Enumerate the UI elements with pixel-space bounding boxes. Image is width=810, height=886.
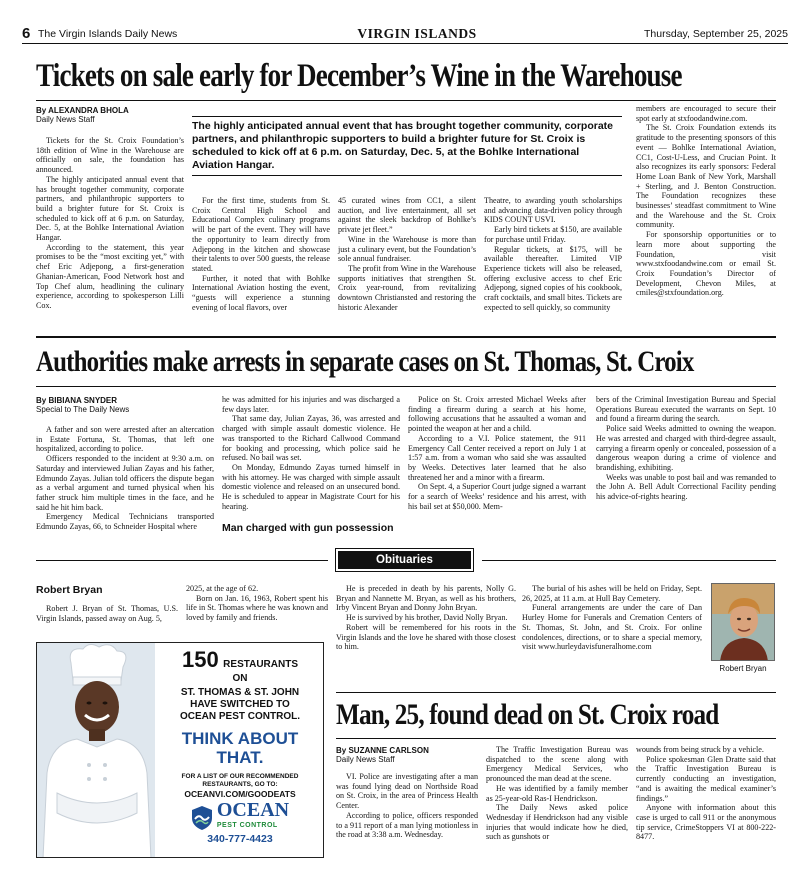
story1-deck: The highly anticipated annual event that has brought together community, corporate partners, and philanthropic supporters to build a brighter future for St. Croix is scheduled to kick off at 6 p.m. on Saturday, Dec. 5, at the Bohlke International Aviation Hangar. <box>192 116 622 176</box>
ad-line-4: HAVE SWITCHED TO <box>190 699 290 710</box>
story1-column-1 <box>36 136 184 311</box>
ad-number: 150 <box>182 647 219 672</box>
paragraph: bers of the Criminal Investigation Bureau and Special Operations Bureau executed the warrants on Sept. 10 and found a firearm during the search. <box>596 395 776 424</box>
ad-line-2: ON <box>232 673 248 684</box>
issue-date: Thursday, September 25, 2025 <box>644 28 788 40</box>
paragraph: For sponsorship opportunities or to learn more about supporting the Foundation, visit www.stxfoodandwine.com or email St. Croix Foundation’s Director of Development, Chevon Miles, at cmiles@stxfoundation.org. <box>636 230 776 298</box>
story2-staff: Special to The Daily News <box>36 405 130 414</box>
paragraph: Regular tickets, at $175, will be available thereafter. Limited VIP Experience tickets will also be released, offering exclusive access to chef Eric Adjepong, signed copies of his cookbook, craft cocktails, and small bites. Tickets are expected to sell quickly, so community <box>484 244 622 312</box>
paragraph: The Daily News asked police Wednesday if Hendrickson had any visible injuries that would indicate how he died, such as gunshots or <box>486 803 628 842</box>
paragraph: According to the statement, this year promises to be the “most exciting yet,” with chef Eric Adjepong, a first-generation Ghanian-American, Food Network host and Top Chef alum, headlining the culinary experience, according to spokesperson Lilli Cox. <box>36 242 184 310</box>
paragraph: The Traffic Investigation Bureau was dispatched to the scene along with Emergency Medical Services, who pronounced the man dead at the scene. <box>486 745 628 784</box>
paper-name: The Virgin Islands Daily News <box>38 28 178 40</box>
story1-column-4 <box>484 196 622 312</box>
paragraph: Robert J. Bryan of St. Thomas, U.S. Virgin Islands, passed away on Aug. 5, <box>36 604 178 623</box>
story2-byline-block <box>36 396 214 414</box>
story2-column-1 <box>36 425 214 532</box>
paragraph: On Monday, Edmundo Zayas turned himself in with his attorney. He was charged with simple assault domestic violence and released on an unsecured bond. He is scheduled to appear in Magistrate Court for his hearing. <box>222 462 400 511</box>
story1-headline: Tickets on sale early for December’s Wine in the Warehouse <box>36 58 682 94</box>
ad-line-3: ST. THOMAS & ST. JOHN <box>180 687 300 698</box>
story3-byline-block <box>336 746 478 764</box>
ad-logo <box>155 799 324 833</box>
paragraph: The burial of his ashes will be held on Friday, Sept. 26, 2025, at 11 a.m. at Hull Bay Cemetery. <box>522 584 702 603</box>
obituary-column-1 <box>36 604 178 623</box>
story1-column-3 <box>338 196 476 312</box>
paragraph: Police said Weeks admitted to owning the weapon. He was arrested and charged with third-degree assault, carrying a firearm openly or concealed, possession of a dangerous weapon during a crime of violence and brandishing, exhibiting. <box>596 424 776 472</box>
obituary-column-4 <box>522 584 702 652</box>
paragraph: he was admitted for his injuries and was discharged a few days later. <box>222 395 400 414</box>
paragraph: 2025, at the age of 62. <box>186 584 259 593</box>
story1-byline: By ALEXANDRA BHOLA <box>36 106 129 115</box>
story2-headline: Authorities make arrests in separate cases on St. Thomas, St. Croix <box>36 345 694 378</box>
ad-brand: OCEAN <box>216 799 290 821</box>
paragraph: Theatre, to awarding youth scholarships and advancing data-driven policy through KIDS COUNT USVI. <box>484 196 622 225</box>
paragraph: VI. Police are investigating after a man was found lying dead on Northside Road on St. Croix, in the area of Princess Health Center. <box>336 772 478 811</box>
obituary-name: Robert Bryan <box>36 584 103 596</box>
story3-column-3 <box>636 745 776 842</box>
ad-brand-sub: PEST CONTROL <box>216 822 278 829</box>
photo-caption: Robert Bryan <box>719 664 767 673</box>
story2-byline: By BIBIANA SNYDER <box>36 396 118 405</box>
story3-column-1 <box>336 772 478 840</box>
story1-staff: Daily News Staff <box>36 115 95 124</box>
paragraph: On Sept. 4, a Superior Court judge signed a warrant for a search of Weeks’ residence and his arrest, with his bail set at $50,000. Mem- <box>408 482 586 511</box>
ad-line-5: OCEAN PEST CONTROL. <box>179 711 300 722</box>
story3-column-2 <box>486 745 628 842</box>
page-number: 6 <box>22 25 31 42</box>
paragraph: Funeral arrangements are under the care of Dan Hurley Home for Funerals and Cremation Centers of St. Thomas, St. John, and St. Croix. For online condolences, directions, or to share a special memory, visit www.hurleydavisfuneralhome.com <box>522 603 702 652</box>
ad-line-1: RESTAURANTS <box>223 659 298 670</box>
ad-think: THINK ABOUT <box>181 729 299 748</box>
story2-column-3 <box>408 395 586 511</box>
paragraph: members are encouraged to secure their spot early at stxfoodandwine.com. <box>636 104 776 123</box>
ocean-pest-control-ad[interactable] <box>36 642 324 858</box>
ad-phone[interactable]: 340-777-4423 <box>207 833 273 845</box>
story2-pullquote: Man charged with gun possession <box>222 522 394 534</box>
story1-column-5 <box>636 104 776 298</box>
paragraph: Weeks was unable to post bail and was remanded to the John A. Bell Adult Correctional Facility pending his advice-of-rights hearing. <box>596 472 776 502</box>
paragraph: Officers responded to the incident at 9:30 a.m. on Saturday and interviewed Julian Zayas and his father, Edmundo Zayas. Julian told officers the dispute began as a verbal argument and turned physical when his father struck him multiple times in the face, and he said he hit him back. <box>36 454 214 512</box>
portrait-image <box>712 584 775 661</box>
paragraph: Wine in the Warehouse is more than just a culinary event, but the Foundation’s sole annual fundraiser. <box>338 234 476 264</box>
paragraph: Emergency Medical Technicians transported Edmundo Zayas, 66, to Schneider Hospital where <box>36 512 214 532</box>
ad-small-2: RESTAURANTS, GO TO: <box>202 781 278 788</box>
obituary-column-2 <box>186 584 328 623</box>
paragraph: He is survived by his brother, David Nolly Bryan. <box>346 613 508 623</box>
paragraph: Early bird tickets at $150, are available for purchase until Friday. <box>484 225 622 244</box>
paragraph: 45 curated wines from CC1, a silent auction, and live entertainment, all set against the sleek backdrop of Bohlke’s private jet fleet.” <box>338 196 476 235</box>
ad-url-link[interactable]: OCEANVI.COM/GOODEATS <box>184 789 296 799</box>
paragraph: According to a V.I. Police statement, the 911 Emergency Call Center received a report on July 1 at 1:57 a.m. from a woman who said she was assaulted by Weeks. Detectives later learned that he also threatened her and a minor with a firearm. <box>408 433 586 482</box>
ad-text-block <box>155 643 324 858</box>
paragraph: According to police, officers responded to a 911 report of a man lying motionless in the road at 3:38 a.m. Wednesday. <box>336 810 478 840</box>
story3-byline: By SUZANNE CARLSON <box>336 746 429 755</box>
story2-column-4 <box>596 395 776 502</box>
paragraph: wounds from being struck by a vehicle. <box>636 745 764 754</box>
obituaries-banner: Obituaries <box>336 549 473 571</box>
paragraph: The St. Croix Foundation extends its gratitude to the presenting sponsors of this event — Bohlke International Aviation, CC1, Cost-U-Less, and Crucian Point. It also recognizes its early sponsors: Federal Home Loan Bank of New York, Marshall + Sterling, and J. Benton Construction. The Foundation recognizes these businesses’ steadfast commitment to Wine and the Warehouse and the St. Croix community. <box>636 123 776 230</box>
obituary-photo <box>711 583 775 661</box>
paragraph: He was identified by a family member as 25-year-old Ras-I Hendrickson. <box>486 783 628 803</box>
section-name: VIRGIN ISLANDS <box>357 26 477 41</box>
ad-small-1: FOR A LIST OF OUR RECOMMENDED <box>181 773 299 780</box>
paragraph: Robert will be remembered for his roots in the Virgin Islands and the love he shared with those closest to him. <box>336 622 516 652</box>
paragraph: Anyone with information about this case is urged to call 911 or the anonymous tip service, CrimeStoppers VI at 800-222-8477. <box>636 803 776 842</box>
paragraph: The profit from Wine in the Warehouse supports initiatives that strengthen St. Croix year-round, from revitalizing downtown Christiansted and restoring the historic Alexander <box>338 263 476 312</box>
story1-column-2 <box>192 196 330 312</box>
paragraph: A father and son were arrested after an altercation in Estate Fortuna, St. Thomas, that left one hospitalized, according to police. <box>36 425 214 454</box>
page-header <box>22 22 788 44</box>
story2-column-2 <box>222 395 400 511</box>
paragraph: Police on St. Croix arrested Michael Weeks after finding a firearm during a search at his home, following accusations that he assaulted a woman and pointed the weapon at her and a child. <box>408 395 586 434</box>
paragraph: Born on Jan. 16, 1963, Robert spent his life in St. Thomas where he was known and loved by family and friends. <box>186 593 328 623</box>
ocean-wave-icon <box>191 805 213 831</box>
paragraph: Further, it noted that with Bohlke International Aviation hosting the event, “guests will experience a stunning evening of local flavors, over <box>192 273 330 312</box>
paragraph: He is preceded in death by his parents, Nolly G. Bryan and Nannette M. Bryan, as well as his brothers, Irby Vincent Bryan and Donny John Bryan. <box>336 584 516 613</box>
obituary-column-3 <box>336 584 516 652</box>
story3-staff: Daily News Staff <box>336 755 395 764</box>
chef-illustration <box>37 643 155 858</box>
paragraph: For the first time, students from St. Croix Central High School and Educational Complex culinary programs will be part of the event. They will have the opportunity to learn directly from Adjepong in the kitchen and showcase their talents to over 500 guests, the release stated. <box>192 196 330 273</box>
paragraph: Police spokesman Glen Dratte said that the Traffic Investigation Bureau is currently conducting an investigation, “and is awaiting the medical examiner’s findings.” <box>636 754 776 803</box>
chef-icon <box>37 643 155 858</box>
paragraph: That same day, Julian Zayas, 36, was arrested and charged with simple assault domestic violence. He was transported to the Richard Callwood Command for booking and processing, which police said he refused. No bail was set. <box>222 414 400 463</box>
ad-that: THAT. <box>216 748 264 767</box>
paragraph: The highly anticipated annual event that has brought together community, corporate partners, and philanthropic supporters to build a brighter future for St. Croix is scheduled to kick off at 6 p.m. on Saturday, Dec. 5, at the Bohlke International Aviation Hangar. <box>36 174 184 243</box>
paragraph: Tickets for the St. Croix Foundation’s 18th edition of Wine in the Warehouse are officially on sale, the foundation has announced. <box>36 136 184 175</box>
story1-byline-block <box>36 106 184 124</box>
story3-headline: Man, 25, found dead on St. Croix road <box>336 698 719 731</box>
